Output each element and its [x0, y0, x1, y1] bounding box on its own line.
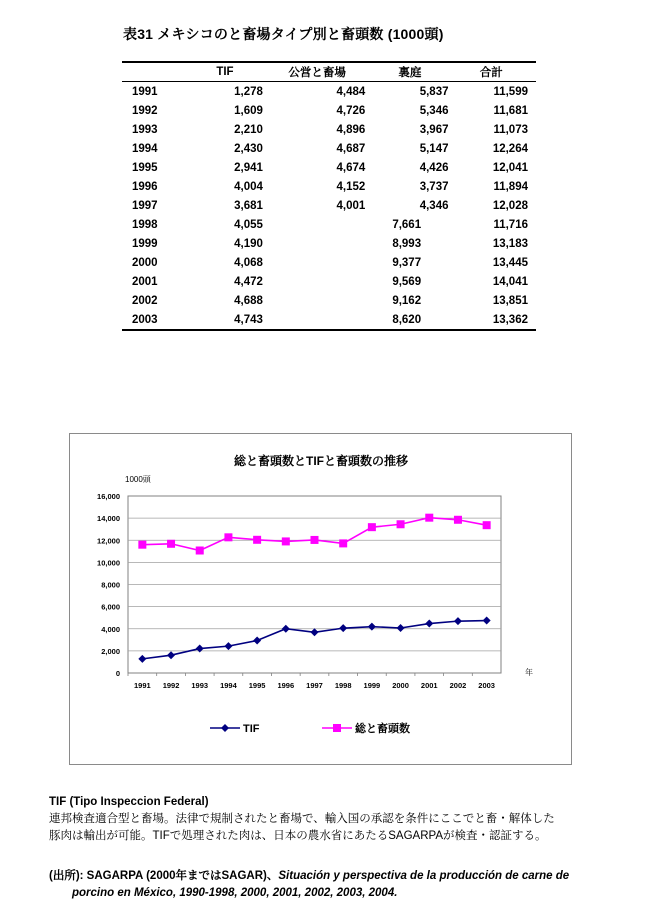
header-year — [122, 62, 187, 82]
cell-total: 11,894 — [493, 180, 528, 193]
cell-tif: 4,688 — [234, 294, 263, 307]
cell-year: 1992 — [132, 104, 158, 117]
cell-year: 1999 — [132, 237, 158, 250]
x-tick-label: 2002 — [449, 681, 467, 690]
cell-backyard: 4,346 — [419, 199, 449, 212]
y-tick-label: 2,000 — [101, 646, 120, 656]
cell-public: 4,687 — [336, 142, 366, 155]
table-row — [122, 291, 536, 310]
table-row — [122, 310, 536, 330]
cell-public: 4,674 — [336, 161, 366, 174]
cell-year: 1998 — [132, 218, 158, 231]
cell-backyard: 3,737 — [419, 180, 449, 193]
source-title-part-2: porcino en México, 1990-1998, 2000, 2001, 2002, 2003, 2004. — [72, 887, 398, 899]
x-tick-label: 1993 — [191, 681, 209, 690]
legend-marker-tif — [221, 724, 229, 732]
cell-total: 11,599 — [493, 85, 528, 98]
table-header-row — [122, 62, 536, 82]
table-row — [122, 272, 536, 291]
cell-tif: 2,210 — [234, 123, 263, 136]
data-point-total — [224, 533, 232, 541]
tif-note-line-2: 豚肉は輸出が可能。TIFで処理された肉は、日本の農水省にあたるSAGARPAが検査・認証する。 — [49, 830, 547, 842]
cell-tif: 4,190 — [234, 237, 263, 250]
x-tick-label: 1998 — [334, 681, 352, 690]
x-axis-unit-label: 年 — [525, 668, 533, 677]
cell-tif: 1,278 — [234, 85, 263, 98]
header-backyard: 裏庭 — [371, 62, 454, 82]
data-point-total — [138, 541, 146, 549]
cell-public-backyard-combined: 8,993 — [392, 237, 422, 250]
table-row — [122, 215, 536, 234]
cell-total: 13,362 — [455, 310, 537, 330]
table-row — [122, 120, 536, 139]
source-citation — [49, 868, 569, 902]
y-tick-label: 10,000 — [97, 558, 120, 568]
cell-tif: 4,004 — [234, 180, 263, 193]
chart-title: 総と畜頭数とTIFと畜頭数の推移 — [234, 454, 408, 468]
cell-total: 13,851 — [492, 294, 528, 307]
cell-backyard: 5,147 — [419, 142, 449, 155]
y-tick-label: 14,000 — [97, 514, 120, 524]
y-tick-label: 16,000 — [97, 492, 120, 501]
cell-public: 4,726 — [336, 104, 366, 117]
chart-panel — [69, 433, 572, 765]
table-row — [122, 101, 536, 120]
data-point-total — [425, 514, 433, 522]
cell-tif: 2,941 — [234, 161, 263, 174]
cell-tif: 1,609 — [234, 104, 263, 117]
x-tick-label: 1996 — [277, 681, 295, 690]
cell-total: 12,028 — [492, 199, 528, 212]
line-chart — [70, 434, 573, 766]
data-point-total — [282, 537, 290, 545]
y-tick-label: 8,000 — [101, 580, 120, 590]
x-tick-label: 1991 — [134, 681, 151, 690]
cell-total: 12,041 — [492, 161, 528, 174]
x-tick-label: 1999 — [363, 681, 381, 690]
cell-tif: 4,068 — [234, 256, 263, 269]
cell-public: 4,484 — [336, 85, 366, 98]
cell-tif: 4,472 — [234, 275, 263, 288]
cell-public: 4,896 — [336, 123, 366, 136]
legend-label-0: TIF — [243, 723, 260, 735]
x-tick-label: 2001 — [420, 681, 438, 690]
cell-year: 1997 — [132, 199, 158, 212]
cell-total: 11,073 — [493, 123, 528, 136]
cell-public-backyard-combined: 8,620 — [269, 310, 455, 330]
cell-total: 11,681 — [493, 104, 528, 117]
cell-public-backyard-combined: 9,162 — [392, 294, 422, 307]
data-point-total — [368, 523, 376, 531]
tif-note-line-1: 連邦検査適合型と畜場。法律で規制されたと畜場で、輸入国の承認を条件にここでと畜・解体した — [49, 813, 555, 825]
cell-public: 4,001 — [336, 199, 366, 212]
cell-year: 2002 — [132, 294, 158, 307]
y-tick-label: 4,000 — [101, 624, 120, 634]
table-row — [122, 177, 536, 196]
table-title: 表31 メキシコのと畜場タイプ別と畜頭数 (1000頭) — [123, 26, 444, 42]
cell-total: 13,183 — [492, 237, 528, 250]
legend-label-1: 総と畜頭数 — [355, 723, 410, 735]
cell-year: 1993 — [132, 123, 158, 136]
y-tick-label: 12,000 — [97, 536, 120, 546]
cell-year: 1996 — [132, 180, 158, 193]
y-axis-unit-label: 1000頭 — [125, 475, 151, 484]
y-tick-label: 0 — [115, 669, 120, 678]
cell-year: 1994 — [132, 142, 158, 155]
cell-total: 12,264 — [492, 142, 528, 155]
cell-total: 14,041 — [492, 275, 528, 288]
header-public: 公営と畜場 — [269, 62, 371, 82]
table-row — [122, 196, 536, 215]
source-prefix: (出所): SAGARPA (2000年まではSAGAR)、 — [49, 870, 279, 882]
cell-year: 2001 — [132, 275, 158, 288]
cell-tif: 3,681 — [234, 199, 263, 212]
cell-year: 1991 — [132, 85, 158, 98]
cell-tif: 2,430 — [234, 142, 263, 155]
source-title-part-1: Situación y perspectiva de la producción de carne de — [278, 870, 570, 882]
header-tif: TIF — [187, 62, 269, 82]
x-tick-label: 1994 — [220, 681, 237, 690]
cell-backyard: 5,346 — [419, 104, 449, 117]
data-point-total — [253, 536, 261, 544]
cell-public-backyard-combined: 7,661 — [392, 218, 422, 231]
header-total: 合計 — [455, 62, 537, 82]
cell-backyard: 4,426 — [419, 161, 449, 174]
table-row — [122, 158, 536, 177]
cell-backyard: 3,967 — [419, 123, 449, 136]
table-row — [122, 82, 536, 102]
cell-year: 2000 — [132, 256, 158, 269]
slaughter-table — [122, 61, 536, 331]
cell-total: 11,716 — [493, 218, 528, 231]
cell-total: 13,445 — [492, 256, 528, 269]
tif-note-heading: TIF (Tipo Inspeccion Federal) — [49, 796, 209, 808]
x-tick-label: 1995 — [248, 681, 266, 690]
data-point-total — [311, 536, 319, 544]
table-row — [122, 234, 536, 253]
data-point-total — [339, 539, 347, 547]
x-tick-label: 1992 — [162, 681, 180, 690]
data-point-total — [397, 520, 405, 528]
cell-tif: 4,743 — [187, 310, 269, 330]
x-tick-label: 2000 — [392, 681, 409, 690]
cell-public-backyard-combined: 9,569 — [392, 275, 422, 288]
x-tick-label: 1997 — [306, 681, 323, 690]
data-point-total — [167, 540, 175, 548]
x-tick-label: 2003 — [478, 681, 495, 690]
y-tick-label: 6,000 — [101, 602, 120, 612]
table-row — [122, 253, 536, 272]
cell-public-backyard-combined: 9,377 — [392, 256, 422, 269]
cell-backyard: 5,837 — [419, 85, 449, 98]
table-row — [122, 139, 536, 158]
data-point-total — [196, 547, 204, 555]
cell-year: 1995 — [132, 161, 158, 174]
cell-public: 4,152 — [336, 180, 366, 193]
legend-marker-total — [333, 724, 341, 732]
tif-note — [49, 794, 555, 845]
cell-tif: 4,055 — [234, 218, 263, 231]
data-point-total — [483, 521, 491, 529]
data-point-total — [454, 516, 462, 524]
cell-year: 2003 — [122, 310, 187, 330]
